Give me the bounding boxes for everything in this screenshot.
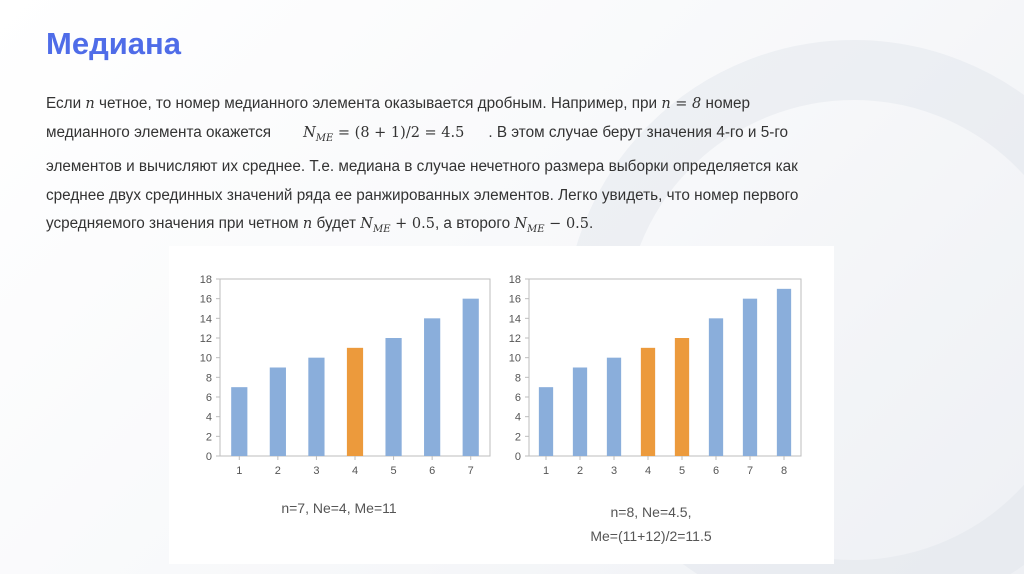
y-tick-label: 4	[514, 411, 521, 424]
chart-2-frame	[529, 279, 801, 456]
text-run: четное, то номер медианного элемента оказывается дробным. Например, при	[94, 95, 662, 112]
x-tick-label: 2	[274, 465, 281, 477]
bar	[539, 387, 553, 456]
y-tick-label: 0	[205, 451, 212, 463]
bar	[743, 299, 757, 456]
bar	[463, 299, 479, 456]
x-tick-label: 4	[351, 465, 359, 477]
y-tick-label: 10	[199, 352, 212, 365]
y-tick-label: 10	[508, 352, 521, 365]
chart-2-caption-line-1: n=8, Ne=4.5,	[610, 504, 692, 520]
x-tick-label: 5	[390, 465, 397, 477]
math-subscript: ME	[315, 132, 334, 144]
charts-panel	[169, 246, 834, 564]
x-tick-label: 4	[644, 465, 652, 477]
chart-1-caption: n=7, Ne=4, Me=11	[281, 500, 397, 516]
text-run: . В этом случае берут значения 4-го и 5-го	[488, 123, 789, 141]
text-run: , а второго	[434, 215, 515, 233]
bar-median	[675, 338, 689, 456]
x-tick-label: 7	[467, 465, 474, 477]
text-run: будет	[312, 215, 361, 233]
text-line-1	[46, 90, 946, 119]
chart-2-caption	[551, 500, 751, 548]
x-tick-label: 8	[780, 465, 788, 477]
math-expression: = (8 + 1)/2 = 4.5	[333, 124, 465, 141]
bar	[385, 338, 401, 456]
y-tick-label: 0	[514, 451, 521, 463]
text-line-2	[46, 119, 946, 153]
y-tick-label: 8	[205, 372, 212, 385]
x-tick-label: 1	[236, 465, 243, 477]
y-tick-label: 16	[199, 293, 212, 306]
bar	[573, 368, 587, 457]
text-run: усредняемого значения при четном	[46, 215, 303, 233]
math-n: n	[85, 96, 95, 112]
y-tick-label: 4	[205, 411, 212, 424]
math-expression: − 0.5	[544, 216, 590, 233]
x-tick-label: 6	[712, 465, 720, 477]
math-subscript: ME	[527, 224, 545, 236]
y-tick-label: 6	[205, 392, 212, 404]
y-tick-label: 6	[514, 392, 521, 404]
math-n: n	[302, 216, 313, 233]
math-N: N	[514, 216, 528, 233]
text-run: .	[589, 215, 594, 233]
math-expression: + 0.5	[390, 216, 435, 233]
x-tick-label: 3	[610, 465, 618, 477]
bar	[709, 318, 723, 456]
x-tick-label: 5	[678, 465, 686, 477]
y-tick-label: 14	[199, 313, 212, 326]
bar	[231, 387, 247, 456]
bar-median	[641, 348, 655, 456]
y-tick-label: 12	[508, 333, 521, 345]
x-tick-label: 2	[576, 465, 584, 477]
text-run: номер	[701, 95, 751, 112]
chart-2-caption-line-2: Me=(11+12)/2=11.5	[590, 528, 712, 544]
y-tick-label: 18	[199, 274, 212, 286]
text-run: медианного элемента окажется	[46, 123, 272, 141]
bar	[308, 358, 324, 456]
x-tick-label: 3	[313, 465, 320, 477]
body-paragraph	[46, 90, 946, 245]
y-tick-label: 2	[514, 431, 521, 444]
bar	[424, 318, 440, 456]
y-tick-label: 8	[514, 372, 521, 385]
math-N: N	[303, 124, 316, 141]
text-line-4: среднее двух срединных значений ряда ее ранжированных элементов. Легко увидеть, что номер первого	[46, 186, 799, 204]
x-tick-label: 6	[429, 465, 436, 477]
math-n-equals-8: n = 8	[661, 96, 702, 112]
formula-nme	[303, 124, 465, 144]
x-tick-label: 1	[542, 465, 550, 477]
y-tick-label: 18	[508, 274, 521, 286]
x-tick-label: 7	[746, 465, 754, 477]
y-tick-label: 2	[205, 431, 212, 444]
slide-title: Медиана	[46, 26, 182, 61]
y-tick-label: 14	[508, 313, 521, 326]
text-run: Если	[46, 95, 86, 112]
text-line-3: элементов и вычисляют их среднее. Т.е. медиана в случае нечетного размера выборки определяется как	[46, 158, 798, 176]
y-tick-label: 12	[199, 333, 212, 345]
bar	[777, 289, 791, 456]
bar-median	[347, 348, 363, 456]
math-N: N	[360, 216, 373, 233]
text-line-5	[46, 210, 946, 244]
bar	[607, 358, 621, 456]
math-subscript: ME	[372, 224, 391, 236]
bar	[270, 368, 286, 457]
y-tick-label: 16	[508, 293, 521, 306]
